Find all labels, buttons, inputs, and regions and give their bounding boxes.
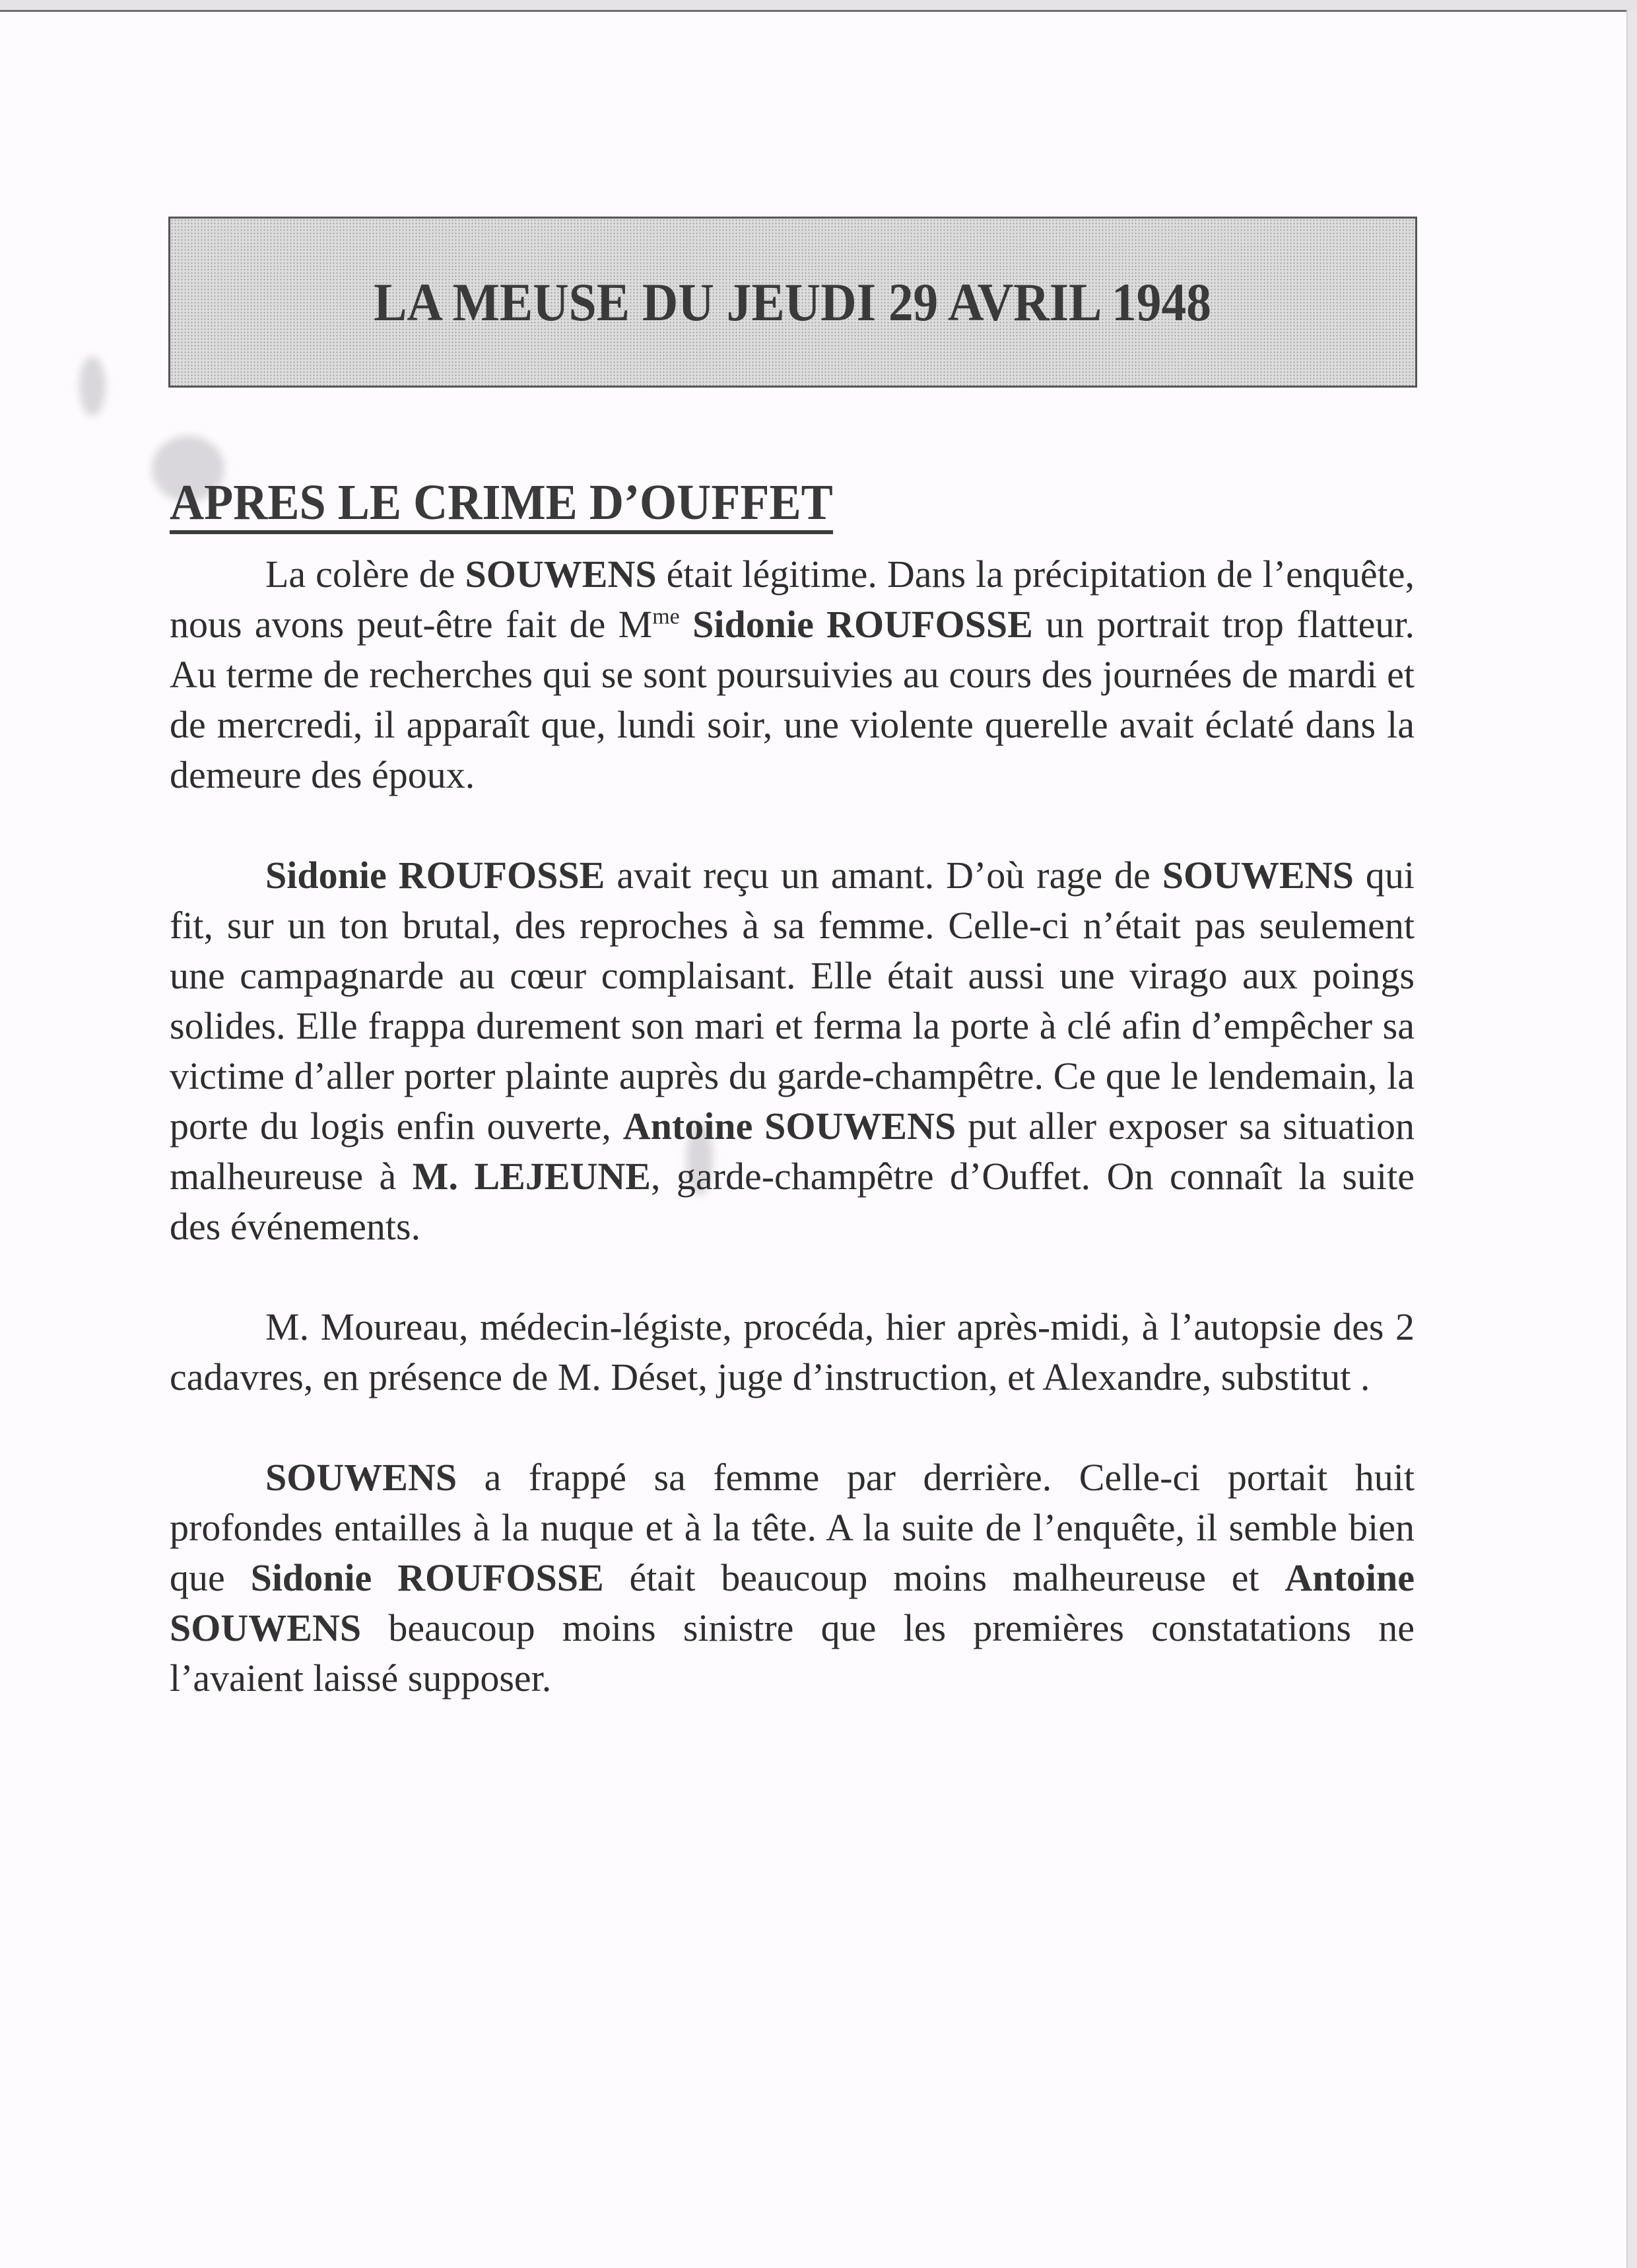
article-body	[170, 549, 1415, 1754]
text-run: était beaucoup moins malheureuse et	[603, 1556, 1285, 1599]
text-run: a frappé sa femme par derrière. Celle-ci portait huit profondes entailles à la nuque et à la tête. A la suite de l’enquête, il semble bien que	[170, 1456, 1415, 1599]
superscript: me	[652, 604, 680, 629]
article-heading: APRES LE CRIME D’OUFFET	[170, 475, 833, 534]
bold-name: Sidonie ROUFOSSE	[692, 603, 1033, 646]
bold-name: Sidonie ROUFOSSE	[250, 1556, 604, 1599]
paragraph	[170, 850, 1415, 1252]
text-run: La colère de	[265, 553, 465, 596]
bold-name: SOUWENS	[465, 553, 657, 596]
scan-right-edge	[1626, 10, 1637, 2268]
text-run: était légitime. Dans la précipitation de l’enquête, nous avons peut-être fait de M	[170, 553, 1415, 646]
bold-name: Antoine SOUWENS	[622, 1105, 956, 1148]
scan-top-edge	[0, 0, 1637, 12]
bold-name: SOUWENS	[1162, 854, 1354, 897]
ink-smudge	[79, 357, 106, 416]
paragraph	[170, 549, 1415, 800]
paragraph	[170, 1453, 1415, 1703]
bold-name: Sidonie ROUFOSSE	[265, 854, 605, 897]
bold-name: Antoine SOUWENS	[170, 1556, 1415, 1649]
bold-name: M. LEJEUNE	[412, 1155, 651, 1198]
text-run: put aller exposer sa situation malheureuse à	[170, 1105, 1415, 1198]
text-run: beaucoup moins sinistre que les premières constatations ne l’avaient laissé supposer.	[170, 1606, 1415, 1700]
header-box	[168, 217, 1417, 388]
text-run: M. Moureau, médecin-légiste, procéda, hier après-midi, à l’autopsie des 2 cadavres, en présence de M. Déset, juge d’instruction, et Alexandre, substitut .	[170, 1305, 1415, 1398]
text-run: , garde-champêtre d’Ouffet. On connaît la suite des événements.	[170, 1155, 1415, 1248]
text-run: avait reçu un amant. D’où rage de	[605, 854, 1162, 897]
text-run: qui fit, sur un ton brutal, des reproches à sa femme. Celle-ci n’était pas seulement une campagnarde au cœur complaisant. Elle était aussi une virago aux poings solides. Elle frappa durement son mari et ferma la porte à clé afin d’empêcher sa victime d’aller porter plainte auprès du garde-champêtre. Ce que le lendemain, la porte du logis enfin ouverte,	[170, 854, 1415, 1148]
paragraph	[170, 1302, 1415, 1402]
newspaper-date-title: LA MEUSE DU JEUDI 29 AVRIL 1948	[374, 271, 1212, 332]
bold-name: SOUWENS	[265, 1456, 457, 1499]
text-run: un portrait trop flatteur. Au terme de recherches qui se sont poursuivies au cours des journées de mardi et de mercredi, il apparaît que, lundi soir, une violente querelle avait éclaté dans la demeure des époux.	[170, 603, 1415, 796]
text-run	[680, 603, 692, 646]
